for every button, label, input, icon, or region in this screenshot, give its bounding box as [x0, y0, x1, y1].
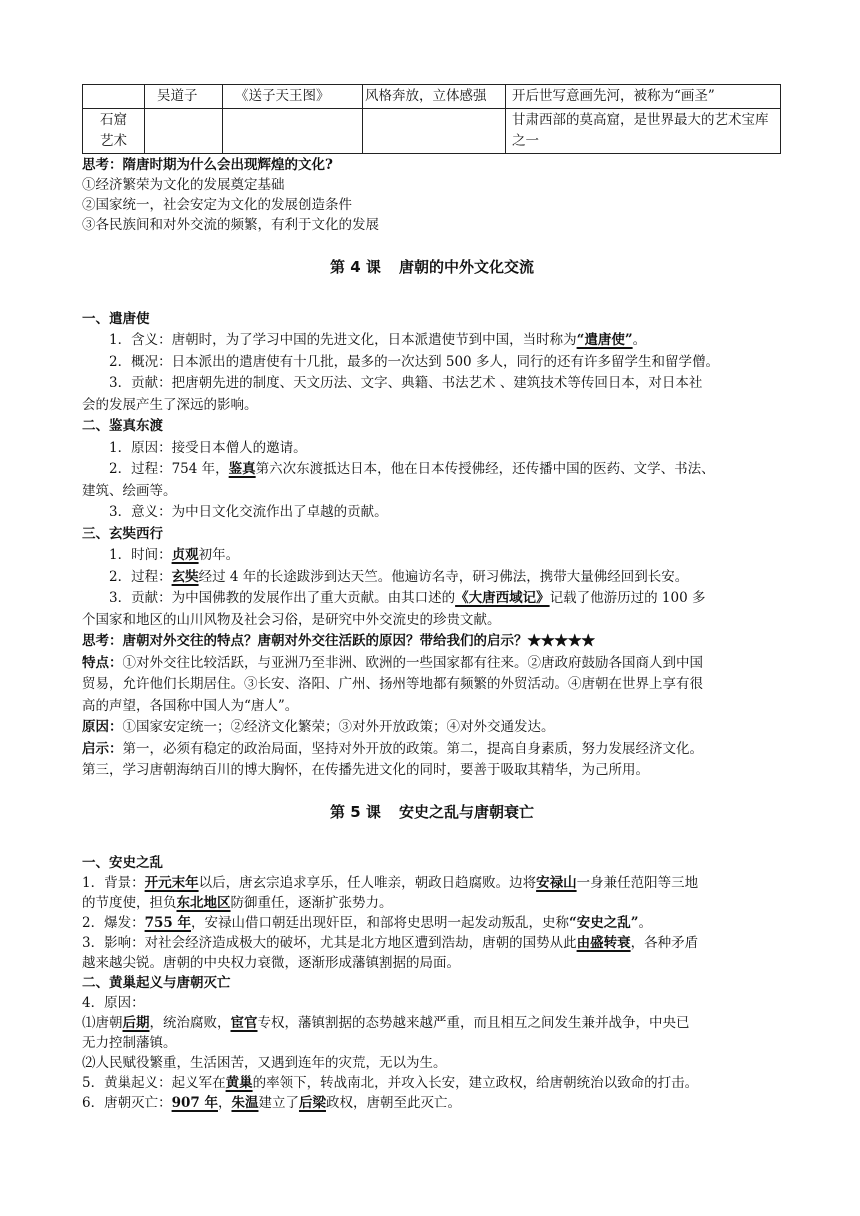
table-cell: [83, 85, 145, 109]
paragraph: 4．原因：: [82, 995, 145, 1011]
table-cell: 《送子天王图》: [223, 85, 363, 109]
paragraph: 越来越尖锐。唐朝的中央权力衰微，逐渐形成藩镇割据的局面。: [82, 955, 460, 971]
table-cell: [363, 109, 506, 154]
section-heading: 二、黄巢起义与唐朝灭亡: [82, 975, 231, 991]
paragraph: 1．背景：开元末年以后，唐玄宗追求享乐，任人唯亲，朝政日趋腐败。边将安禄山一身兼任范阳等三地: [82, 875, 699, 891]
table-row: [83, 109, 781, 154]
table-cell: 开后世写意画先河，被称为“画圣”: [506, 85, 781, 109]
paragraph: 原因：①国家安定统一；②经济文化繁荣；③对外开放政策；④对外交通发达。: [82, 719, 555, 735]
art-table: [82, 84, 781, 154]
section-huangchao: [82, 973, 782, 1113]
paragraph: 无力控制藩镇。: [82, 1035, 177, 1051]
paragraph: 2．过程：754 年，鉴真第六次东渡抵达日本，他在日本传授佛经，还传播中国的医药、文学、书法、: [109, 461, 715, 477]
paragraph: 贸易，允许他们长期居住。③长安、洛阳、广州、扬州等地都有频繁的外贸活动。④唐朝在世界上享有很: [82, 676, 703, 692]
table-cell: [223, 109, 363, 154]
paragraph: 3．贡献：为中国佛教的发展作出了重大贡献。由其口述的《大唐西域记》记载了他游历过的 100 多: [109, 590, 706, 606]
section-heading: 一、遣唐使: [82, 310, 150, 327]
paragraph: ⑵人民赋役繁重，生活困苦，又遇到连年的灾荒，无以为生。: [82, 1055, 447, 1071]
paragraph: 1．含义：唐朝时，为了学习中国的先进文化，日本派遣使节到中国，当时称为“遣唐使”。: [109, 332, 647, 348]
paragraph: 3．影响：对社会经济造成极大的破坏，尤其是北方地区遭到浩劫，唐朝的国势从此由盛转衰，各种矛盾: [82, 935, 699, 951]
lesson-number: 第 5 课: [330, 802, 381, 821]
paragraph: 2．过程：玄奘经过 4 年的长途跋涉到达天竺。他遍访名寺，研习佛法，携带大量佛经回到长安。: [109, 568, 689, 585]
table-cell: 甘肃西部的莫高窟，是世界最大的艺术宝库之一: [506, 109, 781, 154]
lesson-title: [82, 257, 782, 279]
section-jianzhen: [82, 416, 782, 524]
section-xuanzang: [82, 524, 782, 632]
think-block-2: [82, 631, 782, 782]
answer: ②国家统一，社会安定为文化的发展创造条件: [82, 197, 352, 213]
section-heading: 一、安史之乱: [82, 855, 163, 871]
paragraph: 的节度使，担负东北地区防御重任，逐渐扩张势力。: [82, 895, 393, 911]
think-block-1: [82, 155, 782, 235]
lesson-number: 第 4 课: [330, 258, 381, 276]
paragraph: 2．概况：日本派出的遣唐使有十几批，最多的一次达到 500 多人，同行的还有许多留学生和留学僧。: [109, 353, 719, 370]
paragraph: 高的声望，各国称中国人为“唐人”。: [82, 697, 299, 714]
table-cell: [145, 109, 223, 154]
document-page: [82, 84, 782, 1113]
lesson-name: 安史之乱与唐朝衰亡: [398, 802, 534, 821]
answer: ①经济繁荣为文化的发展奠定基础: [82, 177, 285, 193]
table-cell: 吴道子: [145, 85, 223, 109]
paragraph: 建筑、绘画等。: [82, 482, 177, 499]
paragraph: 第三，学习唐朝海纳百川的博大胸怀，在传播先进文化的同时，要善于吸取其精华，为己所用。: [82, 762, 649, 778]
question: 思考：隋唐时期为什么会出现辉煌的文化?: [82, 157, 333, 173]
paragraph: 3．贡献：把唐朝先进的制度、天文历法、文字、典籍、书法艺术 、建筑技术等传回日本，对日本社: [109, 375, 703, 391]
table-row: [83, 85, 781, 109]
paragraph: 个国家和地区的山川风物及社会习俗，是研究中外交流史的珍贵文献。: [82, 611, 501, 628]
section-envoys: [82, 309, 782, 417]
paragraph: 1．时间：贞观初年。: [109, 547, 240, 563]
table-cell: 风格奔放，立体感强: [363, 85, 506, 109]
paragraph: 会的发展产生了深远的影响。: [82, 396, 258, 413]
section-anshi: [82, 853, 782, 973]
section-heading: 三、玄奘西行: [82, 525, 163, 542]
question: 思考：唐朝对外交往的特点？唐朝对外交往活跃的原因？带给我们的启示？★★★★★: [82, 633, 595, 649]
paragraph: 6．唐朝灭亡：907 年，朱温建立了后梁政权，唐朝至此灭亡。: [82, 1095, 461, 1111]
paragraph: 启示：第一，必须有稳定的政治局面，坚持对外开放的政策。第二，提高自身素质，努力发展经济文化。: [82, 740, 703, 757]
paragraph: 1．原因：接受日本僧人的邀请。: [109, 439, 307, 456]
paragraph: 3．意义：为中日文化交流作出了卓越的贡献。: [109, 504, 388, 520]
answer: ③各民族间和对外交流的频繁，有利于文化的发展: [82, 217, 379, 233]
lesson-name: 唐朝的中外文化交流: [398, 258, 534, 276]
lesson-title: [82, 802, 782, 824]
paragraph: ⑴唐朝后期，统治腐败，宦官专权，藩镇割据的态势越来越严重，而且相互之间发生兼并战争，中央已: [82, 1015, 690, 1031]
paragraph: 5．黄巢起义：起义军在黄巢的率领下，转战南北，并攻入长安，建立政权，给唐朝统治以致命的打击。: [82, 1075, 699, 1091]
table-cell: 石窟 艺术: [83, 109, 145, 154]
section-heading: 二、鉴真东渡: [82, 418, 163, 434]
paragraph: 2．爆发：755 年，安禄山借口朝廷出现奸臣，和部将史思明一起发动叛乱，史称“安史之乱”。: [82, 915, 653, 931]
paragraph: 特点：①对外交往比较活跃，与亚洲乃至非洲、欧洲的一些国家都有往来。②唐政府鼓励各国商人到中国: [82, 654, 703, 671]
